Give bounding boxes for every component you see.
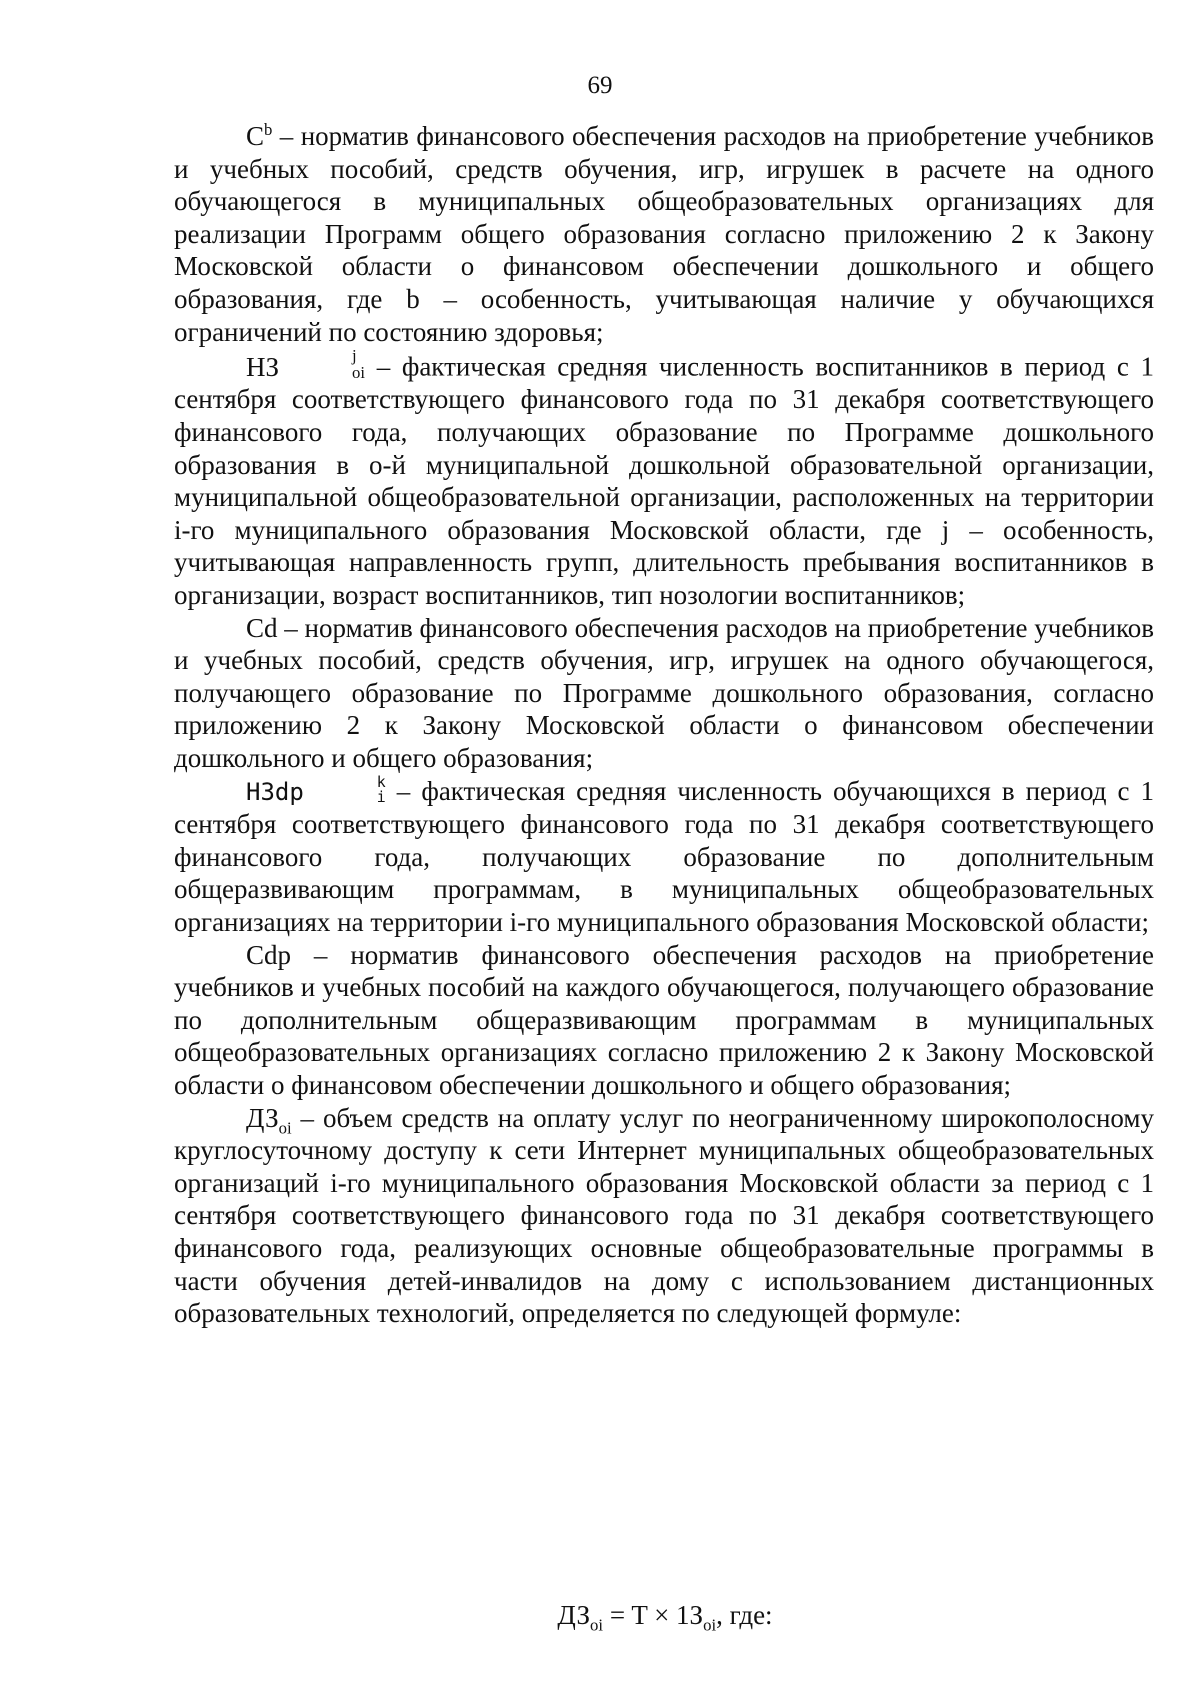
definition-paragraph	[174, 120, 1154, 348]
term-symbol: НЗdp k i	[246, 772, 386, 806]
definition-paragraph	[174, 939, 1154, 1102]
definition-paragraph	[174, 772, 1154, 939]
definition-text: – норматив финансового обеспечения расходов на приобретение учебников и учебных пособий, средств обучения, игр, игрушек в расчете на одного обучающегося в муниципальных общеобразовательных организациях для реализации Программ общего образования согласно приложению 2 к Закону Московской области о финансовом обеспечении дошкольного и общего образования, где b – особенность, учитывающая наличие у обучающихся ограничений по состоянию здоровья;	[174, 121, 1154, 347]
term-symbol: $C^b$	[246, 120, 273, 151]
term-symbol: Cd	[246, 612, 278, 643]
definition-paragraph	[174, 348, 1154, 611]
definition-text: – фактическая средняя численность обучающихся в период с 1 сентября соответствующего финансового года по 31 декабря соответствующего финансового года, получающих образование по дополнительным общеразвивающим программам, в муниципальных общеобразовательных организациях на территории i-го муниципального образования Московской области;	[174, 775, 1154, 937]
term-symbol: Cdp	[246, 939, 292, 970]
definition-paragraph	[174, 612, 1154, 775]
definition-paragraph	[174, 1102, 1154, 1330]
formula: $ДЗ_{oi} = T \times 1З_{oi}$, где:	[557, 1600, 773, 1635]
term-symbol: НЗ j oi	[246, 346, 366, 382]
term-symbol: $ДЗ_{oi}$	[246, 1102, 292, 1137]
page-number: 69	[587, 72, 613, 99]
definition-text: – объем средств на оплату услуг по неограниченному широкополосному круглосуточному доступу к сети Интернет муниципальных общеобразовательных организаций i-го муниципального образования Московской области за период с 1 сентября соответствующего финансового года по 31 декабря соответствующего финансового года, реализующих основные общеобразовательные программы в части обучения детей-инвалидов на дому с использованием дистанционных образовательных технологий, определяется по следующей формуле:	[174, 1102, 1154, 1329]
document-body	[174, 120, 1154, 1330]
definition-text: – норматив финансового обеспечения расходов на приобретение учебников и учебных пособий на каждого обучающегося, получающего образование по дополнительным общеразвивающим программам в муниципальных общеобразовательных организациях согласно приложению 2 к Закону Московской области о финансовом обеспечении дошкольного и общего образования;	[174, 939, 1154, 1100]
definition-text: – фактическая средняя численность воспитанников в период с 1 сентября соответствующего финансового года по 31 декабря соответствующего финансового года, получающих образование по Программе дошкольного образования в o-й муниципальной дошкольной образовательной организации, муниципальной общеобразовательной организации, расположенных на территории i-го муниципального образования Московской области, где j – особенность, учитывающая направленность групп, длительность пребывания воспитанников в организации, возраст воспитанников, тип нозологии воспитанников;	[174, 351, 1154, 611]
definition-text: – норматив финансового обеспечения расходов на приобретение учебников и учебных пособий, средств обучения, игр, игрушек на одного обучающегося, получающего образование по Программе дошкольного образования, согласно приложению 2 к Закону Московской области о финансовом обеспечении дошкольного и общего образования;	[174, 612, 1154, 774]
